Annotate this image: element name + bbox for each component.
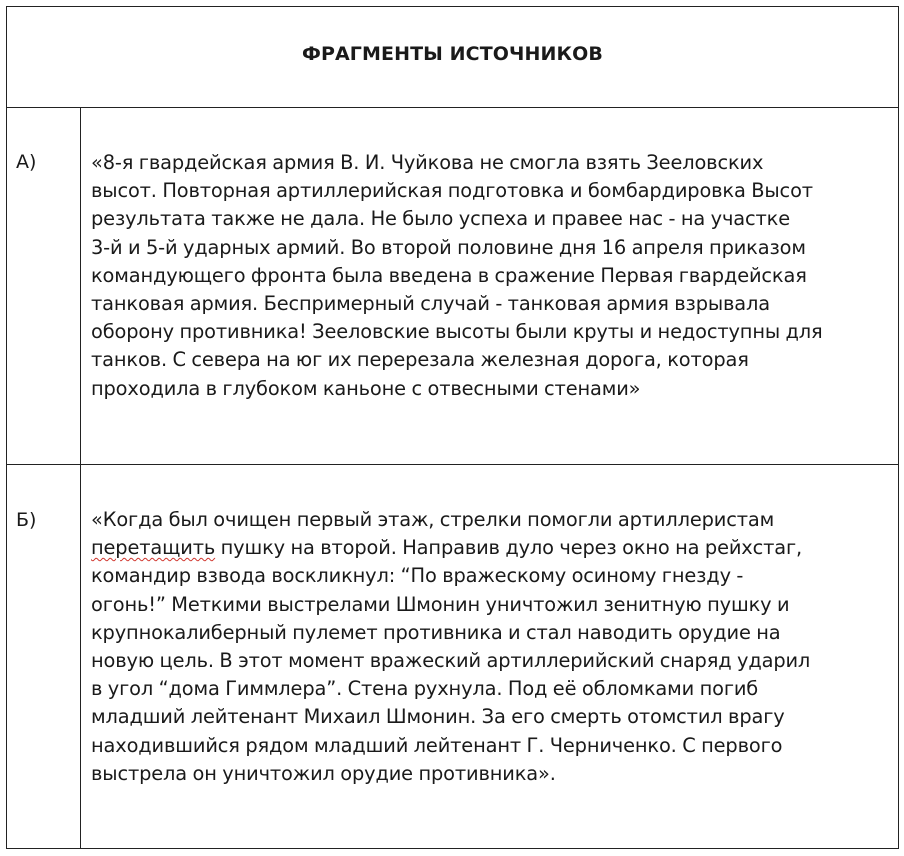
text-line: крупнокалиберный пулемет противника и стал наводить орудие на	[91, 620, 781, 644]
text-line: результата также не дала. Не было успеха и правее нас - на участке	[91, 207, 790, 231]
text-line: новую цель. В этот момент вражеский артиллерийский снаряд ударил	[91, 649, 811, 673]
text-line: оборону противника! Зееловские высоты были круты и недоступны для	[91, 320, 823, 344]
text-line: огонь!” Меткими выстрелами Шмонин уничтожил зенитную пушку и	[91, 592, 790, 616]
text-line: младший лейтенант Михаил Шмонин. За его смерть отомстил врагу	[91, 705, 785, 729]
table-title: ФРАГМЕНТЫ ИСТОЧНИКОВ	[302, 43, 603, 65]
label-cell	[7, 465, 81, 848]
source-row-a	[7, 108, 898, 465]
table-header	[7, 7, 898, 108]
text-fragment: пушку на второй. Направив дуло через окно на рейхстаг,	[215, 536, 803, 560]
text-line: проходила в глубоком каньоне с отвесными стенами»	[91, 376, 641, 400]
text-line: командующего фронта была введена в сражение Первая гвардейская	[91, 263, 807, 287]
sources-table	[6, 6, 899, 849]
text-line: высот. Повторная артиллерийская подготовка и бомбардировка Высот	[91, 179, 813, 203]
text-line: командир взвода воскликнул: “По вражескому осиному гнезду -	[91, 564, 744, 588]
text-line: в угол “дома Гиммлера”. Стена рухнула. Под её обломками погиб	[91, 677, 759, 701]
source-row-b	[7, 465, 898, 848]
text-line: танков. С севера на юг их перерезала железная дорога, которая	[91, 348, 749, 372]
text-line: находившийся рядом младший лейтенант Г. Черниченко. С первого	[91, 733, 783, 757]
text-line: «Когда был очищен первый этаж, стрелки помогли артиллеристам	[91, 508, 775, 531]
text-line: выстрела он уничтожил орудие противника».	[91, 761, 556, 785]
source-text	[91, 149, 892, 403]
spellcheck-flagged-word[interactable]: перетащить	[91, 536, 216, 560]
source-label: А)	[16, 151, 37, 173]
label-cell	[7, 108, 81, 464]
text-line: 3-й и 5-й ударных армий. Во второй половине дня 16 апреля приказом	[91, 235, 806, 259]
text-line	[91, 534, 892, 562]
text-line: танковая армия. Беспримерный случай - танковая армия взрывала	[91, 292, 770, 316]
text-line: «8-я гвардейская армия В. И. Чуйкова не смогла взять Зееловских	[91, 151, 764, 174]
source-text	[91, 506, 892, 788]
source-label: Б)	[16, 509, 37, 531]
